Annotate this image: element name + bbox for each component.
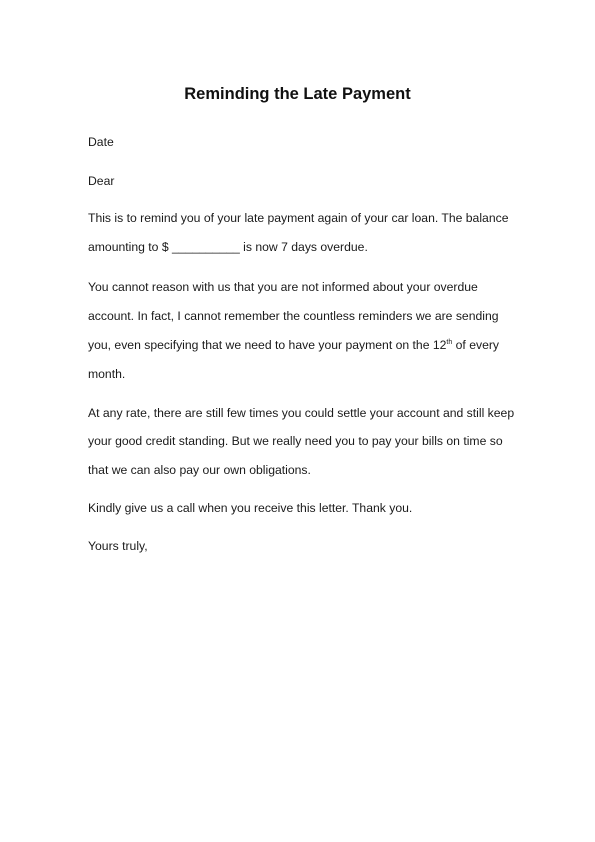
paragraph-1-line: This is to remind you of your late payment again of your car loan. The balance — [88, 211, 509, 225]
paragraph-2-line-text: you, even specifying that we need to have your payment on the 12 — [88, 338, 447, 352]
ordinal-superscript: th — [446, 338, 453, 346]
paragraph-3-line: your good credit standing. But we really need you to pay your bills on time so — [88, 434, 503, 448]
paragraph-4: Kindly give us a call when you receive this letter. Thank you. — [88, 501, 413, 515]
paragraph-2-line — [88, 337, 499, 353]
paragraph-2-line: You cannot reason with us that you are not informed about your overdue — [88, 280, 478, 294]
salutation: Dear — [88, 174, 115, 188]
paragraph-1-line: amounting to $ __________ is now 7 days overdue. — [88, 240, 368, 254]
paragraph-2-line: account. In fact, I cannot remember the countless reminders we are sending — [88, 309, 499, 323]
paragraph-3-line: At any rate, there are still few times you could settle your account and still keep — [88, 406, 515, 420]
date-label: Date — [88, 135, 114, 149]
paragraph-2-line: month. — [88, 367, 126, 381]
paragraph-3-line: that we can also pay our own obligations. — [88, 463, 311, 477]
paragraph-2-line-text: of every — [452, 338, 500, 352]
letter-title: Reminding the Late Payment — [184, 85, 411, 103]
closing: Yours truly, — [88, 539, 148, 553]
